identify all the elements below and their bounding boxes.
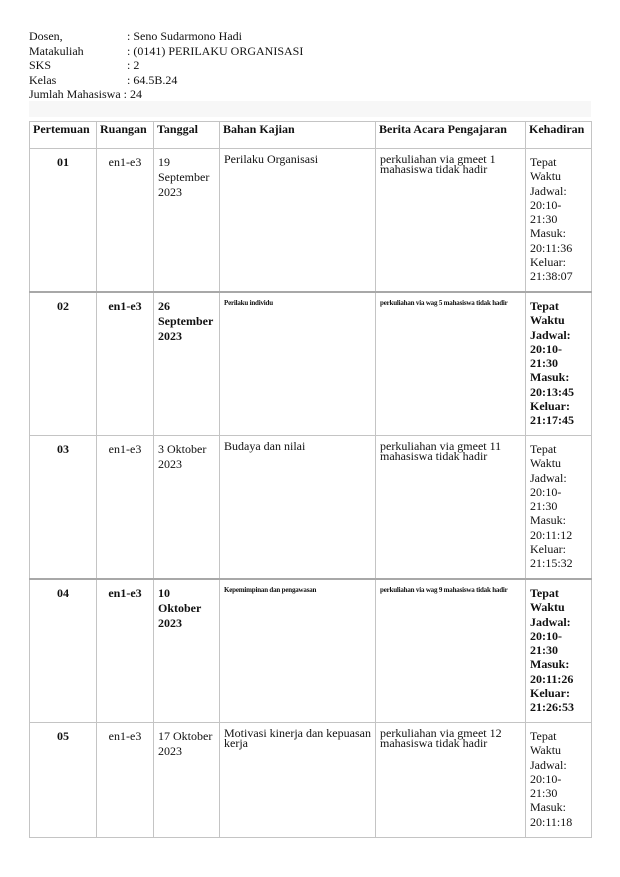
teaching-report: perkuliahan via wag 5 mahasiswa tidak hadir	[376, 292, 526, 436]
header-spacer	[29, 101, 591, 117]
kelas-row	[29, 73, 303, 88]
table-row	[30, 292, 592, 436]
attendance: Tepat Waktu Jadwal: 20:10- 21:30 Masuk: 20:11:36 Keluar: 21:38:07	[526, 149, 592, 293]
meeting-number: 05	[30, 723, 97, 838]
date: 3 Oktober 2023	[154, 436, 220, 580]
kelas-label: Kelas	[29, 72, 57, 87]
table-header-row	[30, 122, 592, 149]
teaching-report: perkuliahan via gmeet 12 mahasiswa tidak hadir	[376, 723, 526, 838]
topic: Kepemimpinan dan pengawasan	[220, 579, 376, 723]
header-pertemuan: Pertemuan	[30, 122, 97, 149]
date: 17 Oktober 2023	[154, 723, 220, 838]
date: 19 September 2023	[154, 149, 220, 293]
attendance-table	[29, 121, 592, 838]
room: en1-e3	[97, 436, 154, 580]
header-ruangan: Ruangan	[97, 122, 154, 149]
matakuliah-value: (0141) PERILAKU ORGANISASI	[133, 43, 304, 58]
attendance: Tepat Waktu Jadwal: 20:10- 21:30 Masuk: 20:11:26 Keluar: 21:26:53	[526, 579, 592, 723]
date: 26 September 2023	[154, 292, 220, 436]
table-row	[30, 579, 592, 723]
header-tanggal: Tanggal	[154, 122, 220, 149]
header-bahan-kajian: Bahan Kajian	[220, 122, 376, 149]
dosen-row	[29, 29, 303, 44]
meeting-number: 02	[30, 292, 97, 436]
table-row	[30, 149, 592, 293]
header-berita-acara: Berita Acara Pengajaran	[376, 122, 526, 149]
topic: Budaya dan nilai	[220, 436, 376, 580]
separator: :	[127, 29, 131, 43]
date: 10 Oktober 2023	[154, 579, 220, 723]
matakuliah-row	[29, 44, 303, 59]
meeting-number: 01	[30, 149, 97, 293]
jumlah-label: Jumlah Mahasiswa	[29, 87, 121, 101]
jumlah-row	[29, 87, 303, 102]
topic: Motivasi kinerja dan kepuasan kerja	[220, 723, 376, 838]
matakuliah-label: Matakuliah	[29, 43, 84, 58]
jumlah-value: 24	[130, 87, 142, 101]
dosen-value: Seno Sudarmono Hadi	[133, 29, 242, 43]
sks-row	[29, 58, 303, 73]
room: en1-e3	[97, 723, 154, 838]
separator: :	[127, 72, 131, 87]
header-kehadiran: Kehadiran	[526, 122, 592, 149]
teaching-report: perkuliahan via wag 9 mahasiswa tidak hadir	[376, 579, 526, 723]
course-info	[29, 29, 303, 102]
sks-value: 2	[133, 58, 140, 72]
topic: Perilaku individu	[220, 292, 376, 436]
attendance: Tepat Waktu Jadwal: 20:10- 21:30 Masuk: 20:11:18	[526, 723, 592, 838]
meeting-number: 04	[30, 579, 97, 723]
attendance: Tepat Waktu Jadwal: 20:10- 21:30 Masuk: 20:11:12 Keluar: 21:15:32	[526, 436, 592, 580]
room: en1-e3	[97, 292, 154, 436]
separator: :	[127, 58, 131, 72]
table-row	[30, 723, 592, 838]
room: en1-e3	[97, 579, 154, 723]
meeting-number: 03	[30, 436, 97, 580]
room: en1-e3	[97, 149, 154, 293]
teaching-report: perkuliahan via gmeet 1 mahasiswa tidak hadir	[376, 149, 526, 293]
attendance: Tepat Waktu Jadwal: 20:10- 21:30 Masuk: 20:13:45 Keluar: 21:17:45	[526, 292, 592, 436]
kelas-value: 64.5B.24	[133, 72, 178, 87]
teaching-report: perkuliahan via gmeet 11 mahasiswa tidak hadir	[376, 436, 526, 580]
separator: :	[123, 87, 127, 101]
table-row	[30, 436, 592, 580]
topic: Perilaku Organisasi	[220, 149, 376, 293]
dosen-label: Dosen,	[29, 29, 63, 43]
separator: :	[127, 43, 131, 58]
sks-label: SKS	[29, 58, 52, 72]
